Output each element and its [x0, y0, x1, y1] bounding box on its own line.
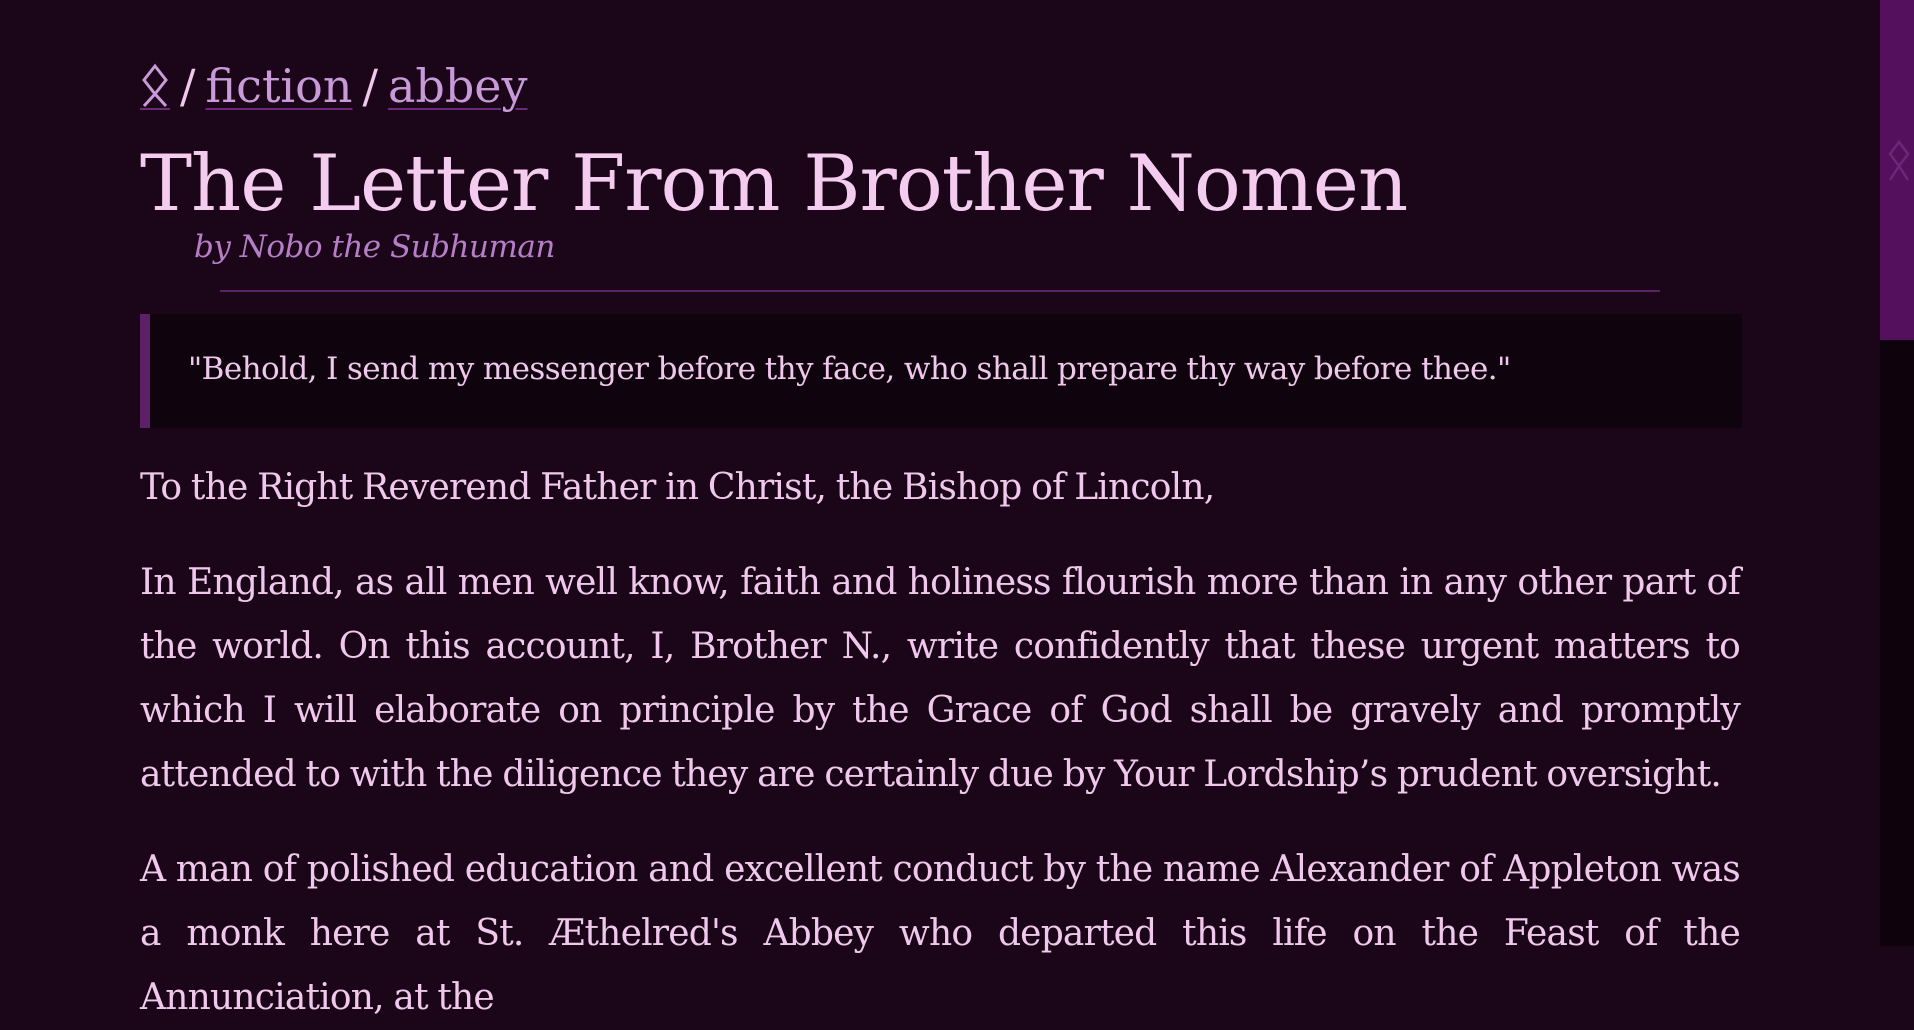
rune-watermark-icon: [1888, 140, 1910, 200]
breadcrumb-separator: /: [180, 59, 196, 113]
page-title: The Letter From Brother Nomen: [140, 139, 1408, 229]
breadcrumb-separator: /: [362, 59, 378, 113]
epigraph-text: "Behold, I send my messenger before thy face, who shall prepare thy way before thee.": [188, 351, 1511, 387]
breadcrumb-link-fiction[interactable]: fiction: [205, 59, 353, 113]
title-divider: [220, 290, 1660, 292]
breadcrumb-link-abbey[interactable]: abbey: [387, 59, 528, 113]
breadcrumb: [140, 56, 528, 116]
author-byline: by Nobo the Subhuman: [194, 229, 555, 265]
body-paragraph: In England, as all men well know, faith and holiness flourish more than in any other part of the world. On this account, I, Brother N., write confidently that these urgent matters to which I will elaborate on principle by the Grace of God shall be gravely and promptly attended to with the diligence they are certainly due by Your Lordship’s prudent oversight.: [140, 562, 1740, 795]
salutation: To the Right Reverend Father in Christ, the Bishop of Lincoln,: [140, 467, 1215, 508]
rune-home-icon[interactable]: [140, 62, 170, 110]
epigraph-quote: [140, 314, 1742, 428]
body-paragraph: A man of polished education and excellent conduct by the name Alexander of Appleton was a monk here at St. Æthelred's Abbey who departed this life on the Feast of the Annunciation, at the: [140, 849, 1740, 1018]
